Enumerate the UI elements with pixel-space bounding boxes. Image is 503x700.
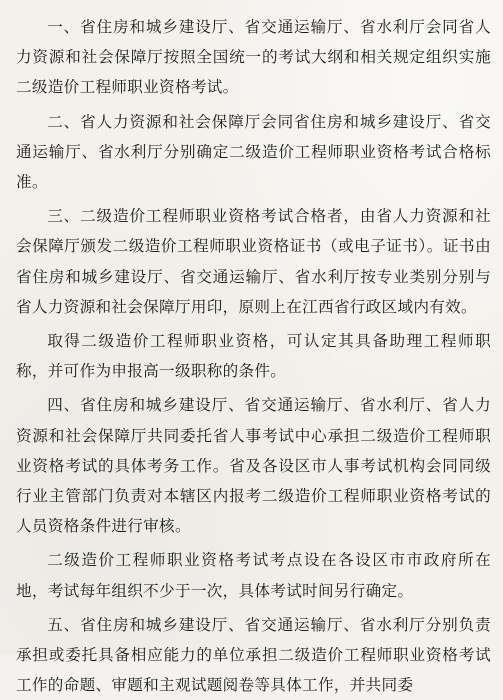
paragraph-7: 五、省住房和城乡建设厅、省交通运输厅、省水利厅分别负责承担或委托具备相应能力的单位承担二级造价工程师职业资格考试工作的命题、审题和主观试题阅卷等具体工作，并共同委 <box>16 615 491 695</box>
paragraph-1: 一、省住房和城乡建设厅、省交通运输厅、省水利厅会同省人力资源和社会保障厅按照全国统一的考试大纲和相关规定组织实施二级造价工程师职业资格考试。 <box>16 18 491 97</box>
paragraph-2: 二、省人力资源和社会保障厅会同省住房和城乡建设厅、省交通运输厅、省水利厅分别确定二级造价工程师职业资格考试合格标准。 <box>16 112 491 192</box>
paragraph-3: 三、二级造价工程师职业资格考试合格者，由省人力资源和社会保障厅颁发二级造价工程师职业资格证书（或电子证书）。证书由省住房和城乡建设厅、省交通运输厅、省水利厅按专业类别分别与省人力资源和社会保障厅用印，原则上在江西省行政区域内有效。 <box>16 207 491 316</box>
paragraph-6: 二级造价工程师职业资格考试考点设在各设区市市政府所在地，考试每年组织不少于一次，具体考试时间另行确定。 <box>16 551 491 600</box>
paragraph-5: 四、省住房和城乡建设厅、省交通运输厅、省水利厅、省人力资源和社会保障厅共同委托省人事考试中心承担二级造价工程师职业资格考试的具体考务工作。省及各设区市人事考试机构会同同级行业主管部门负责对本辖区内报考二级造价工程师职业资格考试的人员资格条件进行审核。 <box>16 396 491 536</box>
paragraph-4: 取得二级造价工程师职业资格，可认定其具备助理工程师职称，并可作为申报高一级职称的条件。 <box>16 332 491 381</box>
